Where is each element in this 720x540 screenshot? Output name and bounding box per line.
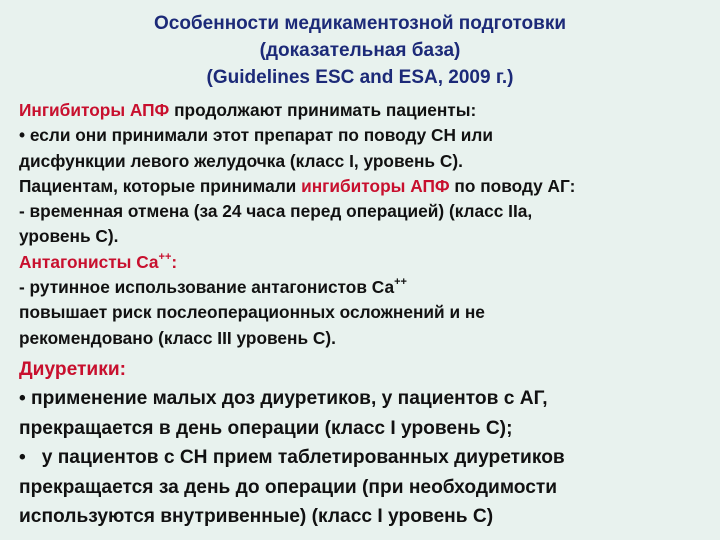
- diuretics-bullet-2-line-3: используются внутривенные) (класс I уровень С): [19, 506, 494, 528]
- title-line-2: (доказательная база): [259, 40, 461, 61]
- calcium-heading: [19, 250, 709, 275]
- ace-intro-rest: продолжают принимать пациенты:: [169, 100, 477, 120]
- calcium-heading-colon: :: [171, 251, 178, 272]
- calcium-heading-sup: ++: [158, 251, 172, 264]
- ace-temp-line-2: уровень С).: [19, 226, 119, 247]
- ace-bullet-line-2: дисфункции левого желудочка (класс I, уровень С).: [19, 150, 463, 171]
- ace-intro: [19, 98, 709, 123]
- diuretics-bullet-2-line-1: • у пациентов с СН прием таблетированных диуретиков: [19, 447, 565, 469]
- ace-temp-line-1: - временная отмена (за 24 часа перед операцией) (класс IIa,: [19, 201, 533, 222]
- title-line-1: Особенности медикаментозной подготовки: [153, 13, 567, 34]
- diuretics-bullet-1-line-2: прекращается в день операции (класс I уровень С);: [19, 417, 513, 439]
- diuretics-bullet-2-line-2: прекращается за день до операции (при необходимости: [19, 476, 558, 498]
- calcium-heading-text: Антагонисты Са: [19, 251, 159, 272]
- slide-title: [0, 10, 720, 91]
- ace-term: Ингибиторы АПФ: [19, 100, 170, 120]
- calcium-line-3: рекомендовано (класс III уровень С).: [19, 327, 336, 348]
- ace-ag-prefix: Пациентам, которые принимали: [19, 175, 302, 196]
- calcium-line-2: повышает риск послеоперационных осложнений и не: [19, 302, 485, 323]
- diuretics-heading: Диуретики:: [19, 358, 127, 380]
- ace-ag-term: ингибиторы АПФ: [301, 175, 450, 196]
- diuretics-bullet-1-line-1: • применение малых доз диуретиков, у пациентов с АГ,: [19, 388, 548, 410]
- ace-ag-suffix: по поводу АГ:: [449, 175, 576, 196]
- calcium-line-1-text: - рутинное использование антагонистов Са: [19, 277, 395, 298]
- slide-body: [19, 98, 709, 532]
- calcium-line-1: [19, 275, 709, 300]
- calcium-line-1-sup: ++: [394, 276, 407, 289]
- ace-bullet-line-1: • если они принимали этот препарат по поводу СН или: [19, 125, 494, 146]
- ace-ag-line: [19, 174, 709, 199]
- title-line-3: (Guidelines ESC and ESA, 2009 г.): [206, 67, 514, 88]
